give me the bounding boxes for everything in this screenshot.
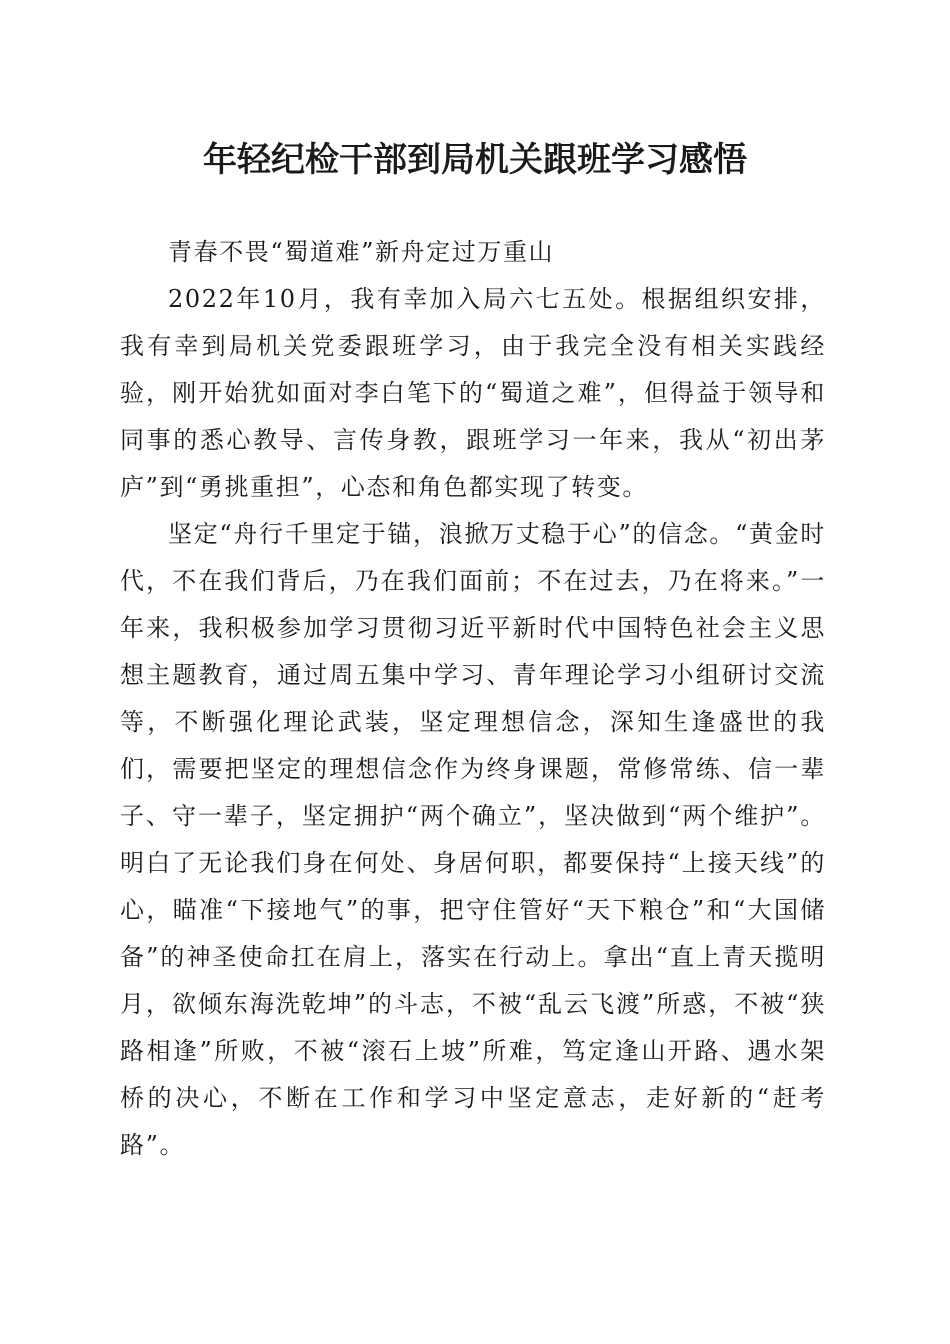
document-title: 年轻纪检干部到局机关跟班学习感悟 (203, 140, 747, 180)
paragraph-1: 2022年10月，我有幸加入局六七五处。根据组织安排，我有幸到局机关党委跟班学习，由于我完全没有相关实践经验，刚开始犹如面对李白笔下的“蜀道之难”，但得益于领导和同事的悉心教导、言传身教，跟班学习一年来，我从“初出茅庐”到“勇挑重担”，心态和角色都实现了转变。 (120, 285, 826, 501)
document-body (120, 229, 826, 1169)
document-subtitle: 青春不畏“蜀道难”新舟定过万重山 (168, 238, 555, 266)
paragraph-2: 坚定“舟行千里定于锚，浪掀万丈稳于心”的信念。“黄金时代，不在我们背后，乃在我们面前；不在过去，乃在将来。”一年来，我积极参加学习贯彻习近平新时代中国特色社会主义思想主题教育，通过周五集中学习、青年理论学习小组研讨交流等，不断强化理论武装，坚定理想信念，深知生逢盛世的我们，需要把坚定的理想信念作为终身课题，常修常练、信一辈子、守一辈子，坚定拥护“两个确立”，坚决做到“两个维护”。明白了无论我们身在何处、身居何职，都要保持“上接天线”的心，瞄准“下接地气”的事，把守住管好“天下粮仓”和“大国储备”的神圣使命扛在肩上，落实在行动上。拿出“直上青天揽明月，欲倾东海洗乾坤”的斗志，不被“乱云飞渡”所惑，不被“狭路相逢”所败，不被“滚石上坡”所难，笃定逢山开路、遇水架桥的决心，不断在工作和学习中坚定意志，走好新的“赶考路”。 (120, 520, 826, 1159)
